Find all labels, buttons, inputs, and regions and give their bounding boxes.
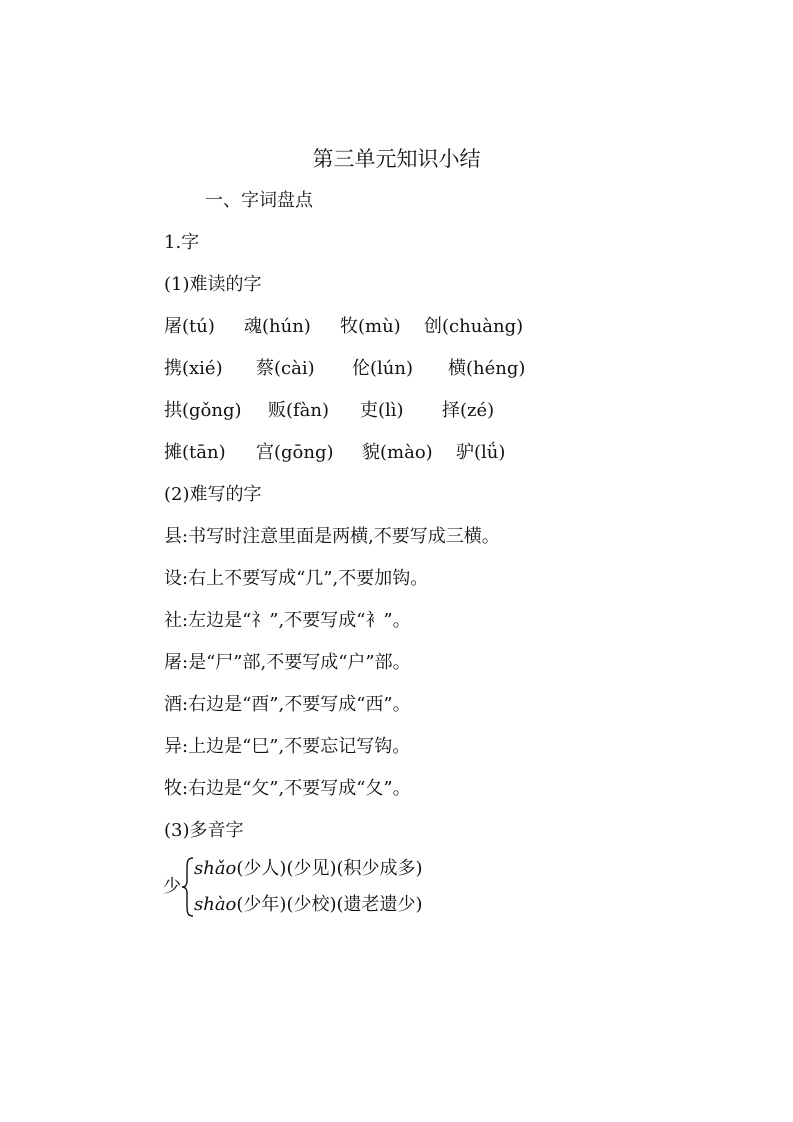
hard-read-row [164,440,505,466]
polyphone-words: (少人)(少见)(积少成多) [236,858,423,879]
hard-read-char: 魂(hún) [244,316,311,337]
hard-read-char: 携(xié) [164,358,223,379]
hard-read-char: 伦(lún) [352,358,413,379]
hard-read-char: 蔡(cài) [256,358,315,379]
subsection-heading: 1.字 [164,232,200,253]
hard-read-char: 贩(fàn) [268,400,330,421]
hard-write-item: 设:右上不要写成“几”,不要加钩。 [164,568,429,589]
polyphone-char: 少 [163,876,181,897]
polyphone-words: (少年)(少校)(遗老遗少) [236,894,423,915]
hard-read-char: 宫(gōng) [256,442,334,463]
hard-read-char: 拱(gǒng) [164,400,242,421]
hard-write-item: 酒:右边是“酉”,不要写成“西”。 [164,694,411,715]
polyphone-group [163,856,493,926]
hard-read-char: 屠(tú) [164,316,215,337]
hard-write-item: 异:上边是“巳”,不要忘记写钩。 [164,736,411,757]
hard-read-row [164,398,494,424]
hard-write-item: 牧:右边是“攵”,不要写成“夂”。 [164,778,411,799]
polyphone-pinyin: shào [194,894,237,915]
hard-read-char: 择(zé) [442,400,495,421]
hard-write-item: 社:左边是“礻”,不要写成“衤”。 [164,610,411,631]
hard-write-heading: (2)难写的字 [164,484,262,505]
hard-read-char: 创(chuàng) [424,316,524,337]
hard-read-row [164,314,523,340]
hard-write-item: 县:书写时注意里面是两横,不要写成三横。 [164,526,500,547]
polyphone-reading [194,856,423,882]
hard-read-char: 吏(lì) [360,400,404,421]
hard-read-char: 貌(mào) [362,442,433,463]
hard-read-char: 牧(mù) [340,316,401,337]
polyphone-heading: (3)多音字 [164,820,244,841]
hard-read-char: 横(héng) [448,358,526,379]
hard-write-item: 屠:是“尸”部,不要写成“户”部。 [164,652,411,673]
hard-read-heading: (1)难读的字 [164,274,262,295]
hard-read-row [164,356,525,382]
section-heading: 一、字词盘点 [205,190,313,211]
page-title: 第三单元知识小结 [312,147,481,171]
polyphone-reading [194,892,423,918]
hard-read-char: 摊(tān) [164,442,226,463]
polyphone-pinyin: shǎo [194,858,237,879]
hard-read-char: 驴(lǘ) [456,442,506,463]
brace-icon [181,856,195,918]
